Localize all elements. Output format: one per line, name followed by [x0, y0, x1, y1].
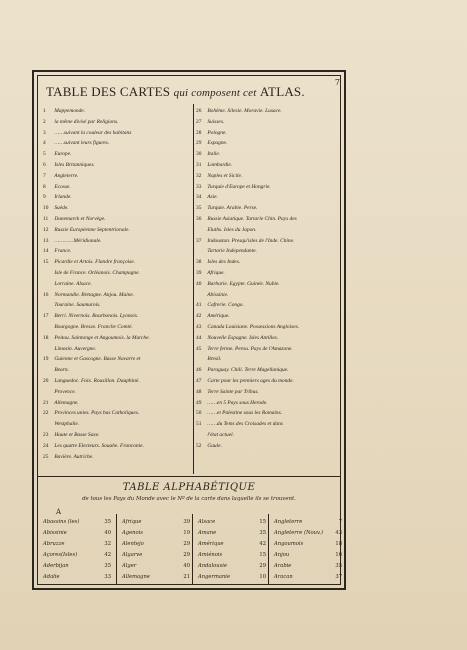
- title-end: ATLAS.: [259, 84, 305, 99]
- map-entry: [43, 419, 193, 430]
- country-name: Abassins (les): [43, 519, 80, 525]
- index-entry: [198, 539, 266, 550]
- map-title: Bavière. Autriche.: [53, 453, 94, 460]
- index-entry: [43, 539, 111, 550]
- map-entry: [43, 246, 193, 257]
- map-entry: [196, 203, 346, 214]
- map-reference: 15: [259, 519, 266, 525]
- map-title: Irlande.: [53, 194, 72, 201]
- map-entry: [196, 171, 346, 182]
- map-title: Lorraine. Alsace.: [53, 280, 92, 287]
- map-entry: [196, 149, 346, 160]
- map-number: 26: [196, 108, 202, 114]
- table-frame: [32, 70, 346, 590]
- map-reference: 29: [183, 541, 190, 547]
- index-entry: [198, 561, 266, 572]
- country-name: Arabie: [274, 563, 292, 569]
- map-entry: [43, 171, 193, 182]
- map-title: Bresil.: [206, 356, 222, 363]
- country-name: Abruzze: [43, 541, 65, 547]
- alphabet-letter: A: [56, 508, 62, 516]
- page-number: 7: [334, 78, 340, 87]
- map-title: ……suivant la couleur des habitans: [53, 129, 132, 136]
- country-name: Angleterre (Nouv.): [274, 530, 323, 536]
- index-entry: [274, 539, 342, 550]
- map-number: 31: [196, 161, 202, 168]
- country-name: Abissinie: [43, 530, 67, 536]
- map-entry: [196, 333, 346, 344]
- map-title: Poitou. Saintonge et Angoumois. la Marche.: [53, 334, 150, 341]
- map-entry: [196, 344, 346, 355]
- map-entry: [43, 192, 193, 203]
- map-title: France.: [53, 248, 72, 255]
- map-number: 37: [196, 237, 202, 244]
- alpha-column-4: [274, 517, 342, 583]
- map-reference: 40: [104, 530, 111, 536]
- left-map-list: [43, 106, 193, 462]
- title-middle: qui composent cet: [173, 87, 257, 99]
- map-title: Isles des Indes.: [206, 259, 241, 266]
- map-reference: 29: [259, 563, 266, 569]
- map-title: Allemagne.: [53, 399, 79, 406]
- map-number: 13: [43, 237, 49, 244]
- map-title: Tartarie Independante.: [206, 248, 257, 255]
- map-title: Touraine. Saumurois.: [53, 302, 101, 309]
- map-entry: [196, 365, 346, 376]
- map-entry: [43, 322, 193, 333]
- map-entry: [43, 311, 193, 322]
- map-number: 12: [43, 226, 49, 233]
- map-number: 5: [43, 151, 46, 158]
- map-title: Russie Européenne Septentrionale.: [53, 226, 130, 233]
- map-entry: [43, 441, 193, 452]
- map-reference: 19: [183, 530, 190, 536]
- map-entry: [196, 387, 346, 398]
- country-name: Angleterre: [274, 519, 303, 525]
- map-number: 42: [196, 313, 202, 320]
- map-entry: [196, 106, 346, 117]
- map-entry: [43, 354, 193, 365]
- country-name: Afrique: [122, 519, 142, 525]
- map-title: Lombardie.: [206, 161, 233, 168]
- map-reference: 39: [183, 519, 190, 525]
- map-reference: 15: [259, 552, 266, 558]
- country-name: Angermanie: [198, 574, 231, 580]
- map-title: Canada Louisiane. Possessions Angloises.: [206, 323, 300, 330]
- right-map-list: [196, 106, 346, 452]
- map-reference: 21: [183, 574, 190, 580]
- map-title: l'état actuel.: [206, 431, 234, 438]
- country-name: Allemagne: [122, 574, 150, 580]
- map-title: Amérique.: [206, 313, 230, 320]
- map-title: Gaule.: [206, 442, 222, 449]
- map-number: 7: [43, 172, 46, 179]
- map-number: 21: [43, 399, 49, 406]
- country-name: Anjou: [274, 552, 290, 558]
- map-entry: [196, 290, 346, 301]
- map-title: Languedoc. Foix. Rousillon. Dauphiné.: [53, 377, 140, 384]
- map-entry: [196, 300, 346, 311]
- map-title: …………Méridionale.: [53, 237, 102, 244]
- map-number: 35: [196, 205, 202, 212]
- map-title: Turquie. Arabie. Perse.: [206, 205, 258, 212]
- index-entry: [274, 528, 342, 539]
- map-number: 51: [196, 421, 202, 428]
- map-entry: [43, 117, 193, 128]
- map-title: Terre Sainte par Tribus.: [206, 388, 259, 395]
- map-entry: [43, 387, 193, 398]
- map-entry: [43, 300, 193, 311]
- map-reference: 35: [104, 563, 111, 569]
- map-entry: [43, 225, 193, 236]
- index-entry: [274, 550, 342, 561]
- section-divider: [38, 476, 340, 477]
- alphabetical-table-title: TABLE ALPHABÉTIQUE: [122, 482, 256, 493]
- map-title: ……en 5 Pays sous Herode.: [206, 399, 268, 406]
- map-number: 49: [196, 399, 202, 406]
- country-name: Andalousie: [198, 563, 228, 569]
- map-reference: 43: [335, 530, 342, 536]
- map-title: Isle de France. Orléanois. Champagne.: [53, 269, 140, 276]
- country-name: Açores(Isles): [43, 552, 78, 558]
- map-reference: 32: [104, 541, 111, 547]
- map-number: 22: [43, 410, 49, 417]
- map-title: Mappemonde.: [53, 108, 86, 114]
- map-reference: 16: [335, 552, 342, 558]
- map-entry: [196, 398, 346, 409]
- map-entry: [43, 408, 193, 419]
- column-divider: [193, 104, 194, 474]
- map-entry: [43, 279, 193, 290]
- map-entry: [43, 376, 193, 387]
- country-name: Amérique: [198, 541, 224, 547]
- map-number: 29: [196, 140, 202, 147]
- map-number: 50: [196, 410, 202, 417]
- index-entry: [43, 550, 111, 561]
- map-entry: [43, 106, 193, 117]
- map-title: Eluths. Isles du Japon.: [206, 226, 257, 233]
- map-entry: [43, 214, 193, 225]
- map-entry: [196, 279, 346, 290]
- map-reference: 35: [259, 530, 266, 536]
- map-reference: 35: [104, 519, 111, 525]
- map-title: Russie Asiatique. Tartarie Chin. Pays des: [206, 215, 297, 222]
- country-name: Angoumois: [274, 541, 304, 547]
- map-entry: [196, 441, 346, 452]
- map-title: Asie.: [206, 194, 218, 201]
- map-title: Berri. Nivernois. Bourbonois. Lyonois.: [53, 313, 139, 320]
- map-entry: [196, 246, 346, 257]
- index-entry: [198, 517, 266, 528]
- map-number: 46: [196, 367, 202, 374]
- map-number: 38: [196, 259, 202, 266]
- map-reference: 42: [259, 541, 266, 547]
- map-title: Pologne.: [206, 129, 227, 136]
- map-title: Suisses.: [206, 118, 225, 125]
- map-entry: [43, 182, 193, 193]
- map-number: 41: [196, 302, 202, 309]
- map-number: 36: [196, 215, 202, 222]
- alphabetical-table-subtitle: de tous les Pays du Monde avec le Nº de la carte dans laquelle ils se trouvent.: [82, 496, 296, 502]
- map-entry: [196, 192, 346, 203]
- map-entry: [196, 160, 346, 171]
- title-main: TABLE DES CARTES: [46, 84, 171, 99]
- map-number: 27: [196, 118, 202, 125]
- map-title: Abissinie.: [206, 291, 229, 298]
- map-entry: [196, 354, 346, 365]
- map-title: Terre ferme. Perou. Pays de l'Amazone.: [206, 345, 293, 352]
- map-number: 10: [43, 205, 49, 212]
- map-reference: 7: [338, 519, 342, 525]
- alpha-col-divider: [192, 514, 193, 584]
- index-entry: [122, 572, 190, 583]
- map-title: Provinces unies. Pays bas Catholiques.: [53, 410, 140, 417]
- alpha-column-2: [122, 517, 190, 583]
- map-number: 20: [43, 377, 49, 384]
- index-entry: [122, 517, 190, 528]
- map-title: Westphalie.: [53, 421, 80, 428]
- map-number: 14: [43, 248, 49, 255]
- index-entry: [43, 572, 111, 583]
- country-name: Algarve: [122, 552, 143, 558]
- map-title: Europe.: [53, 151, 72, 158]
- map-entry: [196, 311, 346, 322]
- map-number: 40: [196, 280, 202, 287]
- map-entry: [43, 430, 193, 441]
- index-entry: [274, 517, 342, 528]
- map-entry: [43, 149, 193, 160]
- index-entry: [274, 561, 342, 572]
- map-entry: [43, 398, 193, 409]
- index-entry: [274, 572, 342, 583]
- map-entry: [43, 268, 193, 279]
- index-entry: [43, 517, 111, 528]
- index-entry: [122, 528, 190, 539]
- map-entry: [196, 257, 346, 268]
- map-number: 44: [196, 334, 202, 341]
- map-title: Nouvelle Espagne. Isles Antilles.: [206, 334, 279, 341]
- map-number: 6: [43, 161, 46, 168]
- map-title: Normandie. Bretagne. Anjou. Maine.: [53, 291, 135, 298]
- map-title: ……du Tems des Croisades et dans: [206, 421, 283, 428]
- map-number: 33: [196, 183, 202, 190]
- index-entry: [198, 550, 266, 561]
- map-entry: [196, 419, 346, 430]
- map-title: Haute et Basse Saxe.: [53, 431, 100, 438]
- map-title: Angleterre.: [53, 172, 79, 179]
- map-title: Provence.: [53, 388, 76, 395]
- map-reference: 10: [259, 574, 266, 580]
- map-entry: [196, 214, 346, 225]
- alpha-column-1: [43, 517, 111, 583]
- table-inner-border: [37, 75, 341, 585]
- map-number: 18: [43, 334, 49, 341]
- country-name: Aderbijan: [43, 563, 69, 569]
- map-entry: [43, 160, 193, 171]
- map-number: 48: [196, 388, 202, 395]
- map-title: Turquie d'Europe et Hongrie.: [206, 183, 271, 190]
- map-title: Isles Britanniques.: [53, 161, 95, 168]
- map-title: Suède.: [53, 205, 69, 212]
- map-entry: [196, 182, 346, 193]
- map-reference: 42: [104, 552, 111, 558]
- map-title: Bourgogne. Bresse. Franche Comté.: [53, 323, 133, 330]
- map-title: Afrique.: [206, 269, 225, 276]
- map-number: 3: [43, 129, 46, 136]
- map-number: 34: [196, 194, 202, 201]
- country-name: Aracan: [274, 574, 293, 580]
- country-name: Alentejo: [122, 541, 144, 547]
- map-number: 25: [43, 453, 49, 460]
- map-entry: [43, 257, 193, 268]
- map-reference: 18: [335, 541, 342, 547]
- map-number: 1: [43, 108, 46, 114]
- map-number: 8: [43, 183, 46, 190]
- map-number: 32: [196, 172, 202, 179]
- country-name: Amane: [198, 530, 217, 536]
- alpha-col-divider: [268, 514, 269, 584]
- map-title: Cafrerie. Congo.: [206, 302, 244, 309]
- map-title: Paraguay. Chili. Terre Magellanique.: [206, 367, 289, 374]
- map-entry: [43, 138, 193, 149]
- map-number: 30: [196, 151, 202, 158]
- map-entry: [43, 333, 193, 344]
- map-title: Espagne.: [206, 140, 228, 147]
- index-entry: [198, 572, 266, 583]
- page-title: [46, 84, 334, 100]
- map-title: Naples et Sicile.: [206, 172, 243, 179]
- map-number: 19: [43, 356, 49, 363]
- map-reference: 40: [183, 563, 190, 569]
- map-entry: [196, 117, 346, 128]
- index-entry: [122, 539, 190, 550]
- country-name: Alger: [122, 563, 137, 569]
- country-name: Alsace: [198, 519, 216, 525]
- map-number: 43: [196, 323, 202, 330]
- map-entry: [196, 430, 346, 441]
- country-name: Agenois: [122, 530, 143, 536]
- map-title: Limosin. Auvergne.: [53, 345, 97, 352]
- map-entry: [196, 225, 346, 236]
- map-reference: 29: [183, 552, 190, 558]
- map-reference: 33: [104, 574, 111, 580]
- map-title: Indoustan. Presqu'isles de l'Inde. Chine.: [206, 237, 295, 244]
- map-entry: [43, 236, 193, 247]
- country-name: Adalie: [43, 574, 60, 580]
- alpha-column-3: [198, 517, 266, 583]
- map-reference: 35: [335, 563, 342, 569]
- map-title: ……suivant leurs figures.: [53, 140, 110, 147]
- alpha-col-divider: [116, 514, 117, 584]
- index-entry: [122, 550, 190, 561]
- map-number: 47: [196, 377, 202, 384]
- map-number: 17: [43, 313, 49, 320]
- index-entry: [198, 528, 266, 539]
- map-number: 4: [43, 140, 46, 147]
- map-number: 11: [43, 215, 49, 222]
- map-title: la même divisé par Religions.: [53, 118, 119, 125]
- map-title: Danemarck et Norvège.: [53, 215, 106, 222]
- map-reference: 37: [335, 574, 342, 580]
- map-entry: [196, 322, 346, 333]
- index-entry: [43, 528, 111, 539]
- map-entry: [43, 128, 193, 139]
- map-entry: [196, 128, 346, 139]
- map-entry: [196, 268, 346, 279]
- map-number: 23: [43, 431, 49, 438]
- map-title: Bohême. Silesie. Moravie. Lusace.: [206, 108, 282, 114]
- index-entry: [122, 561, 190, 572]
- map-number: 15: [43, 259, 49, 266]
- map-number: 9: [43, 194, 46, 201]
- map-number: 2: [43, 118, 46, 125]
- index-entry: [43, 561, 111, 572]
- map-title: Barbarie. Egypte. Guinée. Nubie.: [206, 280, 280, 287]
- map-entry: [43, 290, 193, 301]
- map-number: 28: [196, 129, 202, 136]
- map-entry: [43, 203, 193, 214]
- map-title: ……et Palestine sous les Romains.: [206, 410, 283, 417]
- map-title: Carte pour les premiers ages du monde.: [206, 377, 294, 384]
- map-number: 16: [43, 291, 49, 298]
- map-number: 24: [43, 442, 49, 449]
- map-title: Ecosse.: [53, 183, 71, 190]
- map-entry: [43, 344, 193, 355]
- map-title: Italie.: [206, 151, 221, 158]
- map-entry: [43, 452, 193, 463]
- map-number: 52: [196, 442, 202, 449]
- map-title: Bearn.: [53, 367, 69, 374]
- map-title: Les quatre Electeurs. Souabe. Franconie.: [53, 442, 144, 449]
- map-entry: [196, 408, 346, 419]
- map-entry: [196, 376, 346, 387]
- map-number: 45: [196, 345, 202, 352]
- map-entry: [196, 236, 346, 247]
- country-name: Amiénois: [198, 552, 223, 558]
- map-entry: [43, 365, 193, 376]
- map-entry: [196, 138, 346, 149]
- map-title: Picardie et Artois. Flandre françoise.: [53, 259, 135, 266]
- map-title: Guienne et Gascogne. Basse Navarre et: [53, 356, 141, 363]
- map-number: 39: [196, 269, 202, 276]
